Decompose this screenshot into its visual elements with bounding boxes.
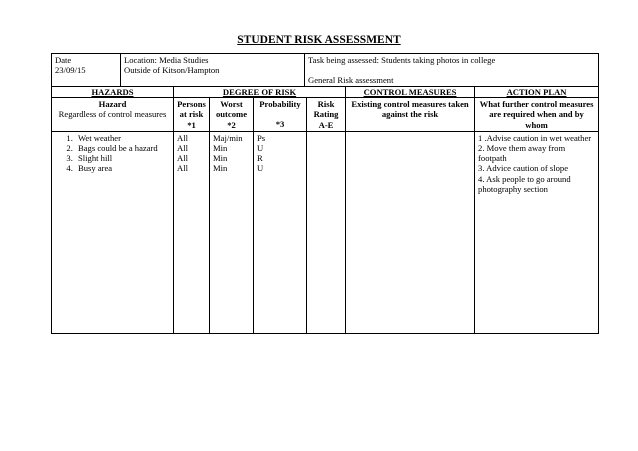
persons-value: All: [177, 132, 188, 143]
hazard-list: [55, 133, 170, 174]
task-label: Task being assessed: Students taking photos in college: [308, 55, 496, 65]
worst-header-line2: outcome: [215, 109, 248, 120]
control-column-header: Existing control measures taken against the risk: [346, 98, 475, 132]
list-item: 1. Wet weather: [75, 133, 170, 143]
worst-outcome-column-header: [210, 98, 254, 132]
worst-header-line3: *2: [227, 119, 236, 130]
probability-value: Ps: [257, 132, 266, 143]
action-item: 1 .Advise caution in wet weather: [478, 132, 592, 143]
hazard-table: [51, 86, 599, 334]
probability-value: U: [257, 163, 264, 174]
probability-value: U: [257, 143, 264, 154]
worst-header-line1: Worst: [220, 99, 243, 110]
action-item: 3. Advice caution of slope: [478, 163, 569, 174]
persons-value: All: [177, 143, 188, 154]
hazard-subtitle: Regardless of control measures: [58, 109, 167, 120]
data-row: [52, 131, 599, 333]
persons-header-line3: *1: [187, 119, 196, 130]
probability-column-header: [254, 98, 307, 132]
outcome-value: Min: [213, 143, 228, 154]
page-title: STUDENT RISK ASSESSMENT: [237, 34, 401, 46]
hazard-title: Hazard: [98, 99, 127, 110]
hazard-list-cell: [52, 131, 174, 333]
general-risk-label: General Risk assessment: [308, 75, 394, 86]
action-item: 2. Move them away from footpath: [478, 143, 566, 164]
column-header-row: [52, 98, 599, 132]
rating-header-line2: Rating: [313, 109, 339, 120]
degree-of-risk-header: DEGREE OF RISK: [174, 87, 346, 98]
probability-header-line3: *3: [275, 119, 285, 130]
date-cell: [52, 54, 121, 87]
location-value: Outside of Kitson/Hampton: [124, 65, 220, 76]
risk-rating-column-header: [307, 98, 346, 132]
list-item: 2. Bags could be a hazard: [75, 143, 170, 153]
outcome-cell: [210, 131, 254, 333]
risk-rating-cell: [307, 131, 346, 333]
info-row: [52, 54, 599, 87]
control-measures-cell: [346, 131, 475, 333]
risk-assessment-table: [51, 53, 599, 87]
action-item: 4. Ask people to go around photography section: [478, 173, 571, 194]
persons-header-line2: at risk: [179, 109, 204, 120]
list-item: 3. Slight hill: [75, 153, 170, 163]
hazards-section-header: HAZARDS: [52, 87, 174, 98]
probability-header-line1: Probability: [259, 99, 301, 110]
control-measures-header: CONTROL MEASURES: [346, 87, 475, 98]
outcome-value: Min: [213, 163, 228, 174]
location-label: Location: Media Studies: [124, 55, 209, 65]
location-cell: [121, 54, 305, 87]
date-label: Date: [55, 55, 72, 65]
hazard-column-header: [52, 98, 174, 132]
action-plan-cell: [475, 131, 599, 333]
rating-header-line1: Risk: [317, 99, 335, 110]
rating-header-line3: A-E: [318, 119, 334, 130]
action-column-header: What further control measures are required when and by whom: [475, 98, 599, 132]
task-cell: [305, 54, 599, 87]
action-plan-header: ACTION PLAN: [475, 87, 599, 98]
outcome-value: Maj/min: [213, 132, 243, 143]
persons-cell: [174, 131, 210, 333]
list-item: 4. Busy area: [75, 163, 170, 173]
probability-cell: [254, 131, 307, 333]
persons-value: All: [177, 163, 188, 174]
probability-value: R: [257, 153, 263, 164]
section-header-row: [52, 87, 599, 98]
outcome-value: Min: [213, 153, 228, 164]
persons-column-header: [174, 98, 210, 132]
persons-header-line1: Persons: [177, 99, 206, 110]
date-value: 23/09/15: [55, 65, 86, 76]
persons-value: All: [177, 153, 188, 164]
